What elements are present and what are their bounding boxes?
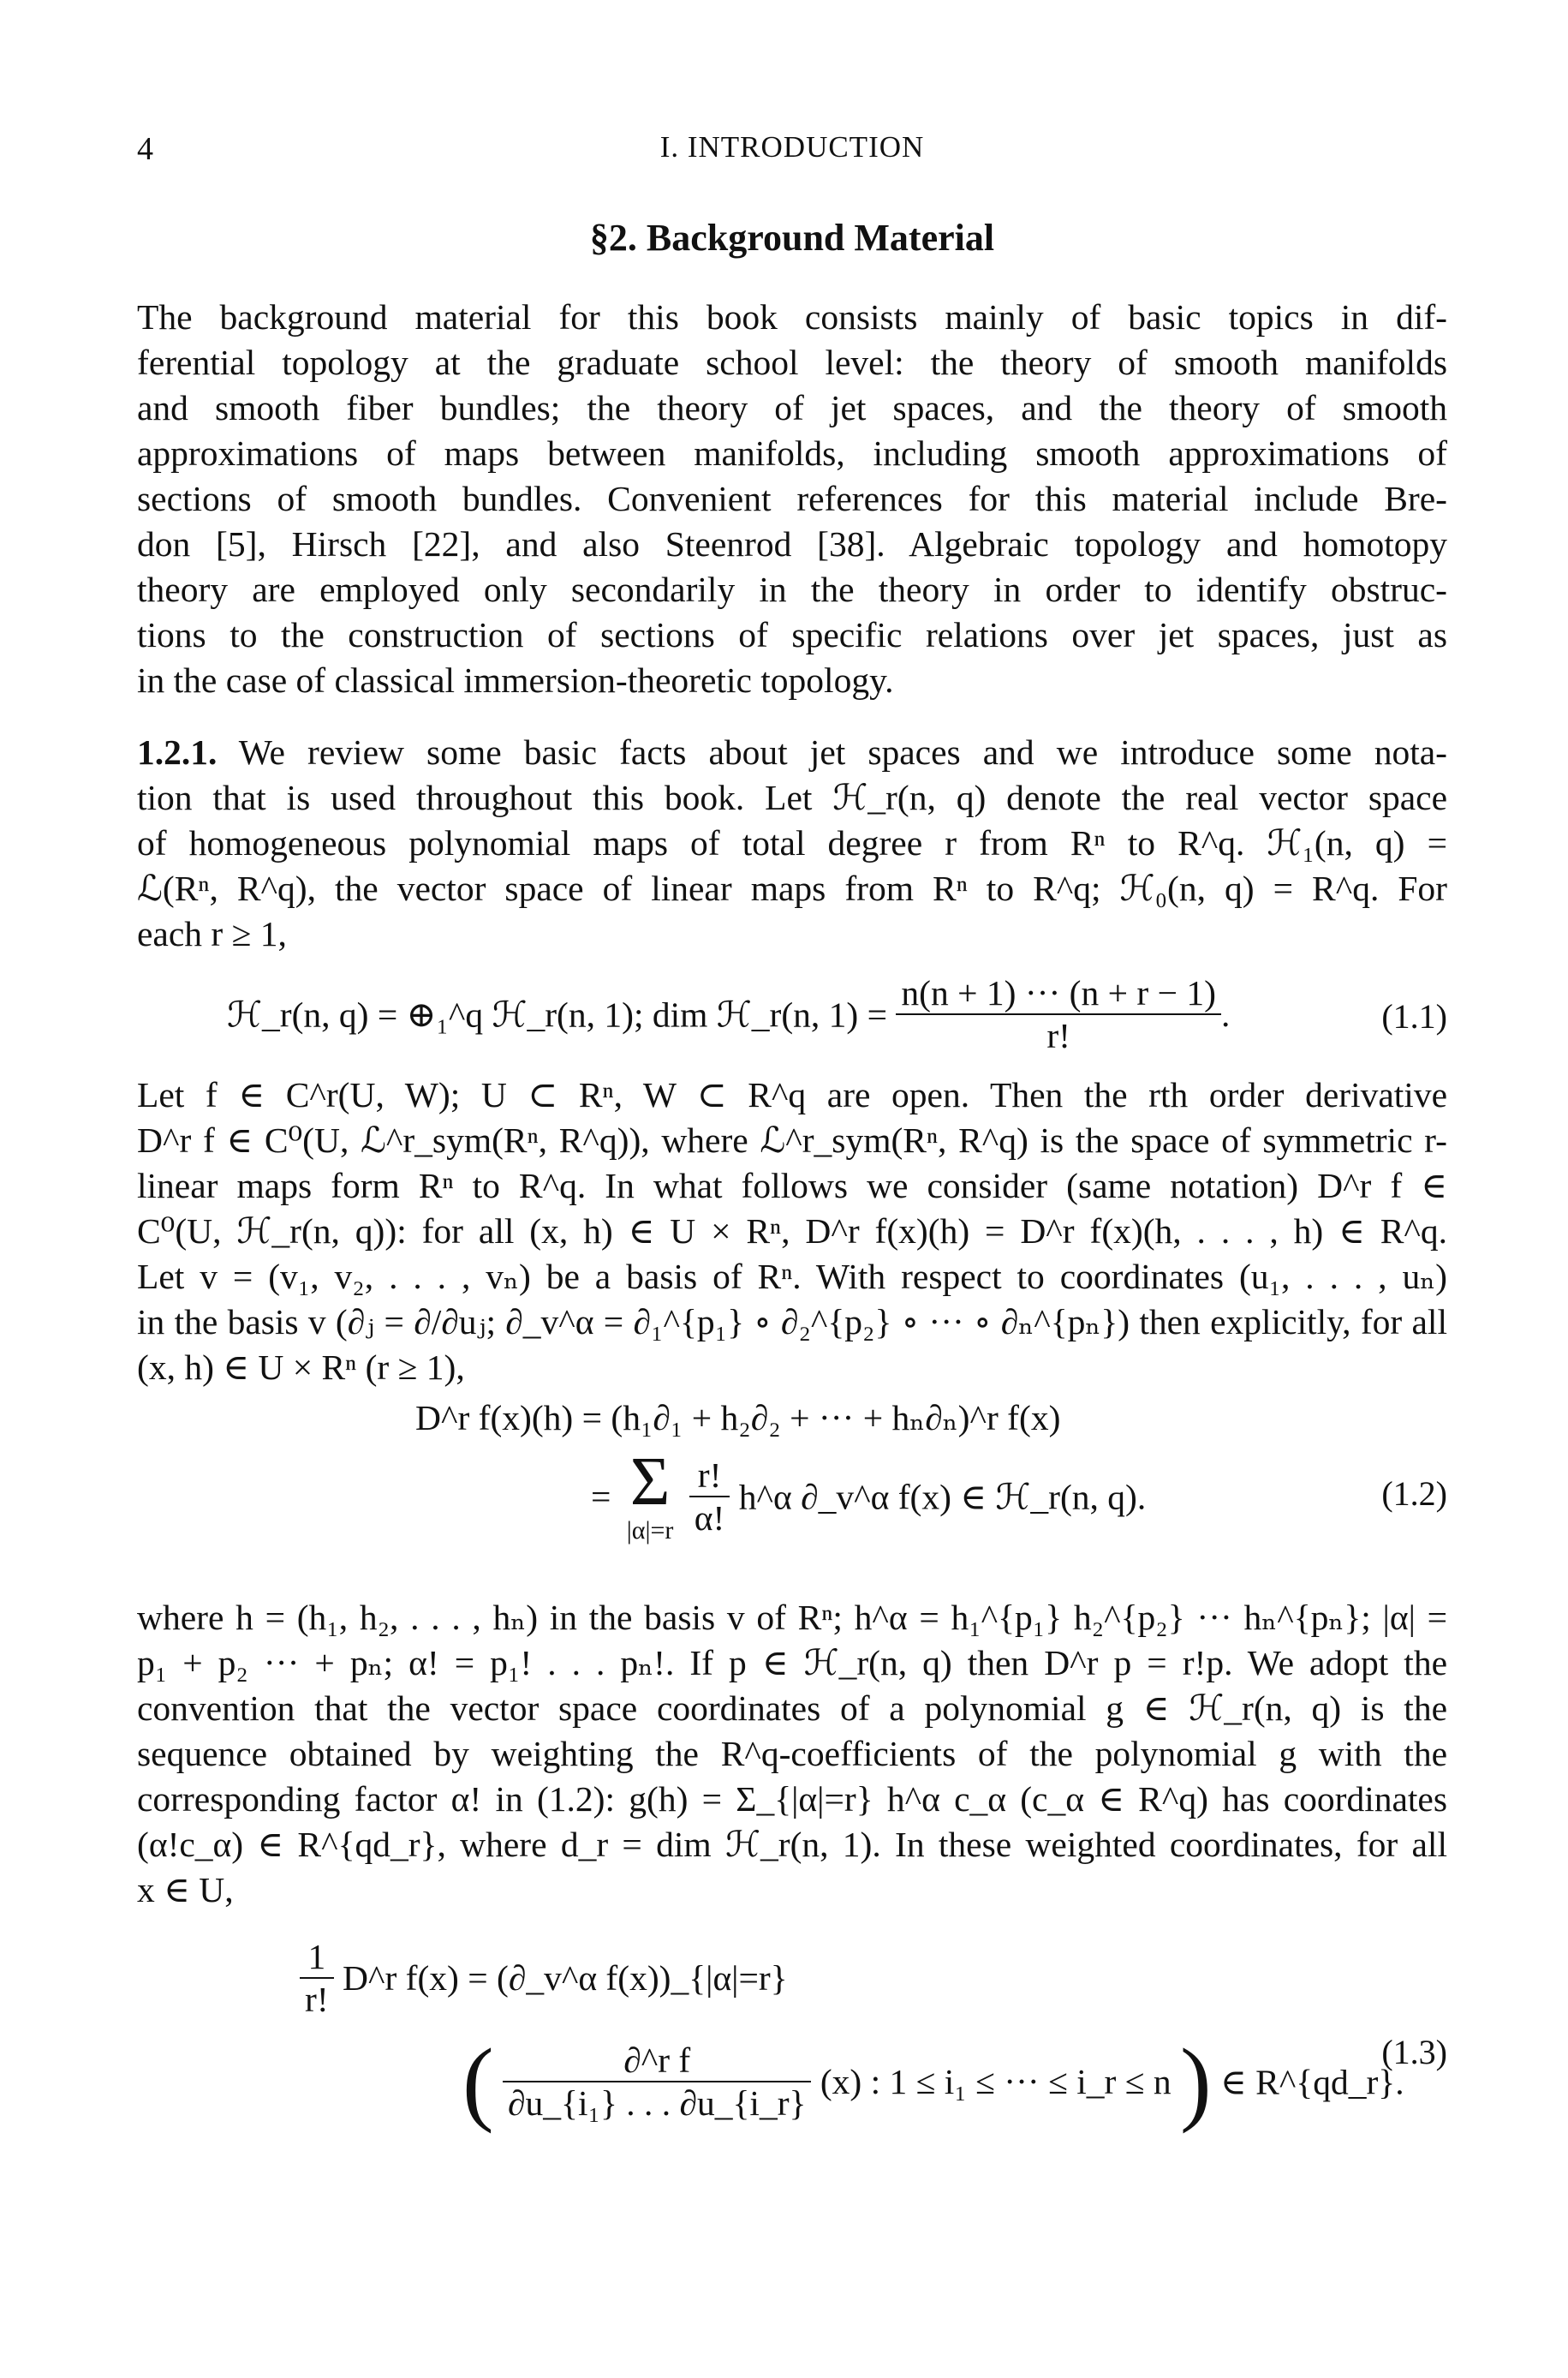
equation-number: (1.3) — [1381, 2033, 1447, 2071]
equals-sign: = — [591, 1477, 611, 1516]
equation-number: (1.2) — [1381, 1474, 1447, 1513]
text-line: convention that the vector space coordinates of a polynomial g ∈ ℋ_r(n, q) is the — [137, 1688, 1447, 1728]
text-line: The background material for this book consists mainly of basic topics in dif- — [137, 297, 1447, 337]
fraction-numerator: n(n + 1) ··· (n + r − 1) — [896, 972, 1221, 1015]
text-line: D^r f ∈ C⁰(U, ℒ^r_sym(Rⁿ, R^q)), where ℒ^r_sym(Rⁿ, R^q) is the space of symmetric r- — [137, 1120, 1447, 1160]
text-line: tion that is used throughout this book. Let ℋ_r(n, q) denote the real vector space — [137, 778, 1447, 817]
text-line: and smooth fiber bundles; the theory of jet spaces, and the theory of smooth — [137, 388, 1447, 427]
paragraph-number: 1.2.1. — [137, 732, 218, 772]
text-line: C⁰(U, ℋ_r(n, q)): for all (x, h) ∈ U × Rⁿ, D^r f(x)(h) = D^r f(x)(h, . . . , h) ∈ R^q. — [137, 1211, 1447, 1251]
section-title: §2. Background Material — [589, 217, 995, 259]
fraction-denominator: ∂u_{i₁} . . . ∂u_{i_r} — [508, 2083, 807, 2123]
equation-1-1 — [137, 972, 1447, 1067]
text-line: linear maps form Rⁿ to R^q. In what follows we consider (same notation) D^r f ∈ — [137, 1166, 1447, 1205]
right-paren: ) — [1180, 2029, 1212, 2134]
text-line: don [5], Hirsch [22], and also Steenrod [38]. Algebraic topology and homotopy — [137, 524, 1447, 564]
fraction-denominator: r! — [305, 1980, 329, 2019]
period: . — [1220, 995, 1231, 1034]
summation — [626, 1444, 674, 1545]
equation-tail: ∈ R^{qd_r}. — [1220, 2062, 1404, 2102]
equation-rest: h^α ∂_v^α f(x) ∈ ℋ_r(n, q). — [738, 1477, 1147, 1517]
left-paren: ( — [462, 2029, 494, 2134]
book-page — [137, 0, 1447, 2378]
fraction-numerator: r! — [689, 1455, 730, 1497]
equation-condition: (x) : 1 ≤ i₁ ≤ ··· ≤ i_r ≤ n — [820, 2062, 1172, 2101]
running-head-title: I. INTRODUCTION — [659, 130, 925, 164]
text-line: ℒ(Rⁿ, R^q), the vector space of linear maps from Rⁿ to R^q; ℋ₀(n, q) = R^q. For — [137, 869, 1447, 908]
text-line: sequence obtained by weighting the R^q-coefficients of the polynomial g with the — [137, 1734, 1447, 1773]
equation-line-2 — [462, 2029, 1404, 2134]
fraction-numerator: ∂^r f — [503, 2040, 811, 2082]
paragraph-1-2-1 — [137, 730, 1447, 957]
equation-body — [227, 972, 1230, 1056]
equation-line-2 — [591, 1444, 1147, 1545]
fraction-numerator: 1 — [300, 1936, 334, 1979]
running-header — [137, 130, 1447, 170]
text-line: where h = (h₁, h₂, . . . , hₙ) in the basis v of Rⁿ; h^α = h₁^{p₁} h₂^{p₂} ··· hₙ^{pₙ}; |α| = — [137, 1598, 1447, 1637]
equation-line-1 — [300, 1936, 788, 2020]
text-fragment: We review some basic facts about jet spaces and we introduce some nota- — [217, 732, 1447, 772]
fraction-denominator: r! — [1046, 1016, 1070, 1055]
intro-paragraph — [137, 295, 1447, 703]
text-line: tions to the construction of sections of specific relations over jet spaces, just as — [137, 615, 1447, 654]
equation-rest: D^r f(x) = (∂_v^α f(x))_{|α|=r} — [343, 1958, 788, 1998]
fraction — [689, 1455, 730, 1539]
paragraph-weighted-coordinates — [137, 1595, 1447, 1913]
text-line: Let f ∈ C^r(U, W); U ⊂ Rⁿ, W ⊂ R^q are open. Then the rth order derivative — [137, 1075, 1447, 1114]
equation-number: (1.1) — [1381, 997, 1447, 1036]
fraction — [896, 972, 1221, 1056]
text-line: of homogeneous polynomial maps of total degree r from Rⁿ to R^q. ℋ₁(n, q) = — [137, 823, 1447, 863]
text-line: p₁ + p₂ ··· + pₙ; α! = p₁! . . . pₙ!. If p ∈ ℋ_r(n, q) then D^r p = r!p. We adopt the — [137, 1643, 1447, 1682]
text-line: ferential topology at the graduate school level: the theory of smooth manifolds — [137, 343, 1447, 382]
text-line: corresponding factor α! in (1.2): g(h) = Σ_{|α|=r} h^α c_α (c_α ∈ R^q) has coordinates — [137, 1779, 1447, 1819]
text-line — [137, 730, 1447, 775]
text-line: theory are employed only secondarily in the theory in order to identify obstruc- — [137, 570, 1447, 609]
page-number: 4 — [137, 131, 153, 167]
text-line: (α!c_α) ∈ R^{qd_r}, where d_r = dim ℋ_r(n, 1). In these weighted coordinates, for all — [137, 1825, 1447, 1864]
paragraph-derivative — [137, 1072, 1447, 1390]
text-line: Let v = (v₁, v₂, . . . , vₙ) be a basis of Rⁿ. With respect to coordinates (u₁, . . . , uₙ) — [137, 1257, 1447, 1296]
equation-left: ℋ_r(n, q) = ⊕₁^q ℋ_r(n, 1); dim ℋ_r(n, 1) = — [227, 995, 897, 1035]
fraction-denominator: α! — [694, 1498, 725, 1538]
text-line: (x, h) ∈ U × Rⁿ (r ≥ 1), — [137, 1347, 465, 1387]
text-line: approximations of maps between manifolds, including smooth approximations of — [137, 433, 1447, 473]
text-line: each r ≥ 1, — [137, 914, 287, 953]
text-line: sections of smooth bundles. Convenient references for this material include Bre- — [137, 479, 1447, 518]
fraction — [503, 2040, 811, 2124]
equation-1-3 — [137, 1936, 1447, 2150]
sigma-symbol: Σ — [629, 1444, 671, 1520]
equation-1-2 — [137, 1396, 1447, 1576]
equation-line-1: D^r f(x)(h) = (h₁∂₁ + h₂∂₂ + ··· + hₙ∂ₙ)^r f(x) — [415, 1398, 1061, 1437]
text-line: x ∈ U, — [137, 1870, 234, 1909]
fraction — [300, 1936, 334, 2020]
summation-index: |α|=r — [626, 1516, 674, 1545]
text-line: in the basis v (∂ⱼ = ∂/∂uⱼ; ∂_v^α = ∂₁^{p₁} ∘ ∂₂^{p₂} ∘ ··· ∘ ∂ₙ^{pₙ}) then explicitly, for all — [137, 1302, 1447, 1341]
text-line: in the case of classical immersion-theoretic topology. — [137, 660, 894, 700]
